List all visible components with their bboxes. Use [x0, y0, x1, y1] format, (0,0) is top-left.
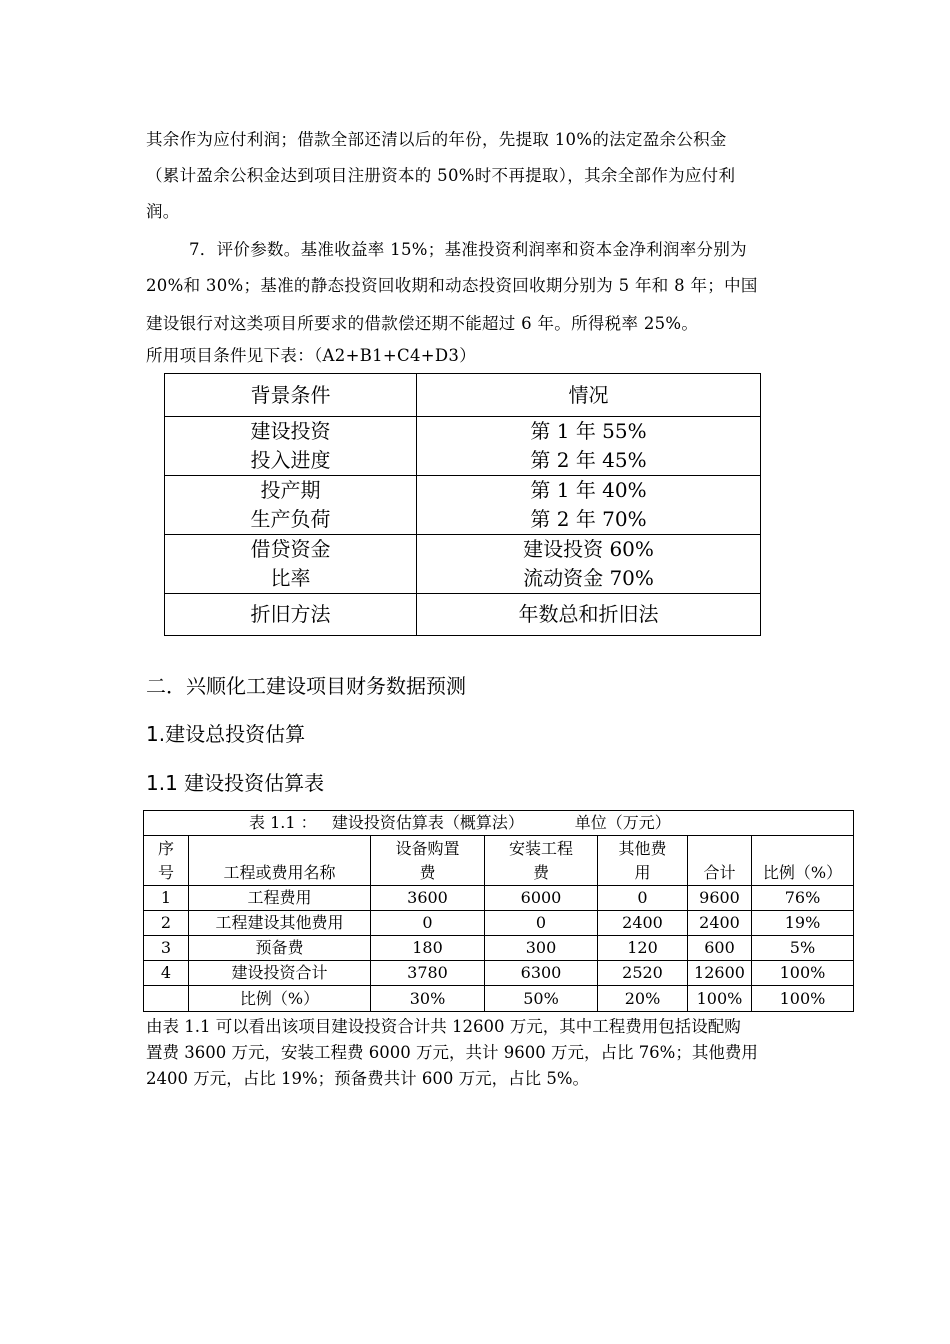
value-cell — [417, 535, 761, 594]
cell-line: 用 — [634, 862, 651, 882]
cell-seq: 1 — [144, 886, 189, 911]
table-row — [144, 886, 854, 911]
summary-line: 2400 万元，占比 19%；预备费共计 600 万元，占比 5%。 — [146, 1069, 590, 1088]
investment-estimate-table — [143, 810, 854, 1012]
header-cell: 背景条件 — [165, 374, 417, 417]
header-ratio: 比例（%） — [752, 836, 854, 886]
paragraph-line: 建设银行对这类项目所要求的借款偿还期不能超过 6 年。所得税率 25%。 — [146, 314, 699, 333]
condition-cell — [165, 417, 417, 476]
header-cell: 情况 — [417, 374, 761, 417]
cell-line: 借贷资金 — [250, 537, 331, 561]
cell-line: 投入进度 — [250, 448, 331, 472]
table-header-row — [165, 374, 761, 417]
cell-ratio: 76% — [752, 886, 854, 911]
table-row — [144, 911, 854, 936]
cell-name: 比例（%） — [189, 986, 371, 1012]
cell-name: 预备费 — [189, 936, 371, 961]
cell-line: 第 1 年 55% — [530, 419, 647, 443]
header-install — [485, 836, 598, 886]
table-row — [144, 986, 854, 1012]
subsection-heading: 1.建设总投资估算 — [146, 722, 306, 746]
cell-seq: 4 — [144, 961, 189, 986]
paragraph-line: （累计盈余公积金达到项目注册资本的 50%时不再提取），其余全部作为应付利 — [146, 166, 736, 185]
cell-seq — [144, 986, 189, 1012]
header-other — [598, 836, 688, 886]
cell-ratio: 100% — [752, 961, 854, 986]
cell-other: 20% — [598, 986, 688, 1012]
header-seq — [144, 836, 189, 886]
condition-cell — [165, 535, 417, 594]
condition-cell — [165, 476, 417, 535]
summary-line: 置费 3600 万元，安装工程费 6000 万元，共计 9600 万元，占比 76%；其他费用 — [146, 1043, 758, 1062]
paragraph-line: 其余作为应付利润；借款全部还清以后的年份，先提取 10%的法定盈余公积金 — [146, 130, 727, 149]
cell-other: 2520 — [598, 961, 688, 986]
cell-ratio: 5% — [752, 936, 854, 961]
cell-equip: 30% — [371, 986, 485, 1012]
cell-install: 6000 — [485, 886, 598, 911]
cell-seq: 2 — [144, 911, 189, 936]
cell-line: 第 1 年 40% — [530, 478, 647, 502]
cell-line: 第 2 年 70% — [530, 507, 647, 531]
cell-line: 建设投资 60% — [523, 537, 654, 561]
cell-line: 第 2 年 45% — [530, 448, 647, 472]
table-caption: 表 1.1 ： 建设投资估算表（概算法） 单位（万元） — [144, 811, 854, 836]
table-row — [165, 535, 761, 594]
header-total: 合计 — [688, 836, 752, 886]
condition-cell: 折旧方法 — [165, 594, 417, 636]
cell-total: 9600 — [688, 886, 752, 911]
cell-line: 生产负荷 — [250, 507, 331, 531]
paragraph-line: 润。 — [146, 202, 180, 221]
cell-install: 50% — [485, 986, 598, 1012]
paragraph-line: 所用项目条件见下表：（A2+B1+C4+D3） — [146, 346, 477, 365]
subsection-heading: 1.1 建设投资估算表 — [146, 771, 325, 795]
cell-other: 2400 — [598, 911, 688, 936]
table-header-row — [144, 836, 854, 886]
cell-seq: 3 — [144, 936, 189, 961]
cell-total: 600 — [688, 936, 752, 961]
cell-line: 号 — [157, 862, 174, 882]
cell-line: 其他费 — [618, 838, 667, 858]
cell-install: 300 — [485, 936, 598, 961]
cell-line: 比率 — [270, 566, 311, 590]
paragraph-line: 20%和 30%；基准的静态投资回收期和动态投资回收期分别为 5 年和 8 年；中国 — [146, 276, 758, 295]
table-row — [165, 417, 761, 476]
cell-total: 12600 — [688, 961, 752, 986]
cell-total: 100% — [688, 986, 752, 1012]
cell-equip: 3600 — [371, 886, 485, 911]
cell-line: 设备购置 — [395, 838, 460, 858]
cell-name: 建设投资合计 — [189, 961, 371, 986]
summary-line: 由表 1.1 可以看出该项目建设投资合计共 12600 万元，其中工程费用包括设配购 — [146, 1017, 741, 1036]
cell-name: 工程费用 — [189, 886, 371, 911]
header-equip — [371, 836, 485, 886]
cell-install: 6300 — [485, 961, 598, 986]
conditions-table — [164, 373, 761, 636]
paragraph-line: 7．评价参数。基准收益率 15%；基准投资利润率和资本金净利润率分别为 — [189, 240, 747, 259]
cell-total: 2400 — [688, 911, 752, 936]
cell-ratio: 19% — [752, 911, 854, 936]
cell-equip: 0 — [371, 911, 485, 936]
cell-other: 120 — [598, 936, 688, 961]
cell-line: 建设投资 — [250, 419, 331, 443]
cell-line: 费 — [419, 862, 436, 882]
cell-line: 费 — [532, 862, 549, 882]
cell-equip: 3780 — [371, 961, 485, 986]
cell-other: 0 — [598, 886, 688, 911]
table-row — [144, 961, 854, 986]
table-row — [144, 936, 854, 961]
cell-install: 0 — [485, 911, 598, 936]
value-cell — [417, 476, 761, 535]
table-row — [165, 476, 761, 535]
cell-name: 工程建设其他费用 — [189, 911, 371, 936]
cell-line: 流动资金 70% — [523, 566, 654, 590]
cell-line: 序 — [157, 838, 174, 858]
cell-line: 投产期 — [260, 478, 321, 502]
value-cell — [417, 417, 761, 476]
table-row — [165, 594, 761, 636]
value-cell: 年数总和折旧法 — [417, 594, 761, 636]
cell-equip: 180 — [371, 936, 485, 961]
cell-ratio: 100% — [752, 986, 854, 1012]
section-heading: 二．兴顺化工建设项目财务数据预测 — [146, 674, 466, 698]
cell-line: 安装工程 — [508, 838, 573, 858]
header-name: 工程或费用名称 — [189, 836, 371, 886]
